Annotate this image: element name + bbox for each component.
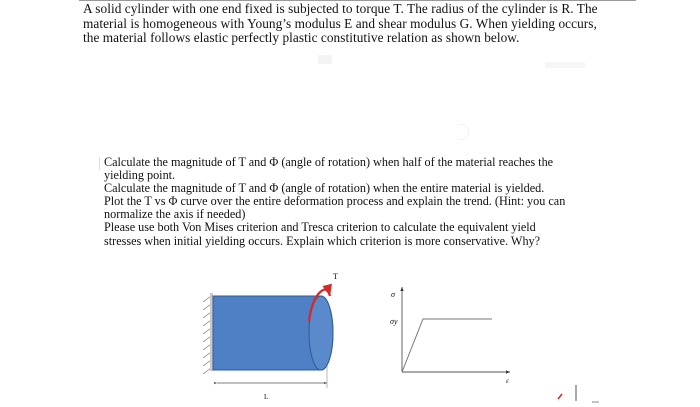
red-mark [558, 394, 562, 399]
epsilon-label: ε [506, 377, 509, 385]
sigma-label: σ [391, 290, 395, 299]
question-1-line-2: yielding point. [104, 168, 176, 183]
intro-line-3: the material follows elastic perfectly plastic constitutive relation as shown below. [83, 30, 520, 46]
intro-line-1: A solid cylinder with one end fixed is subjected to torque T. The radius of the cylinder is R. The [83, 1, 598, 16]
question-2-line-1: Calculate the magnitude of T and Φ (angle of rotation) when the entire material is yielded. [104, 181, 545, 196]
length-label: L [264, 393, 269, 401]
stress-strain-curve [402, 319, 492, 372]
fixed-support-hatch [203, 296, 211, 374]
sigma-y-label: σy [390, 317, 398, 326]
intro-line-2: material is homogeneous with Young’s modulus E and shear modulus G. When yielding occurs, [83, 15, 597, 31]
question-4-line-2: stresses when initial yielding occurs. Explain which criterion is more conservative. Why? [104, 233, 541, 248]
question-4-line-1: Please use both Von Mises criterion and Tresca criterion to calculate the equivalent yield [104, 220, 536, 235]
torque-label: T [333, 272, 338, 281]
question-1-line-1: Calculate the magnitude of T and Φ (angle of rotation) when half of the material reaches the [104, 155, 554, 169]
question-3-line-2: normalize the axis if needed) [104, 207, 246, 222]
question-3-line-1: Plot the T vs Φ curve over the entire deformation process and explain the trend. (Hint: you can [104, 194, 566, 209]
